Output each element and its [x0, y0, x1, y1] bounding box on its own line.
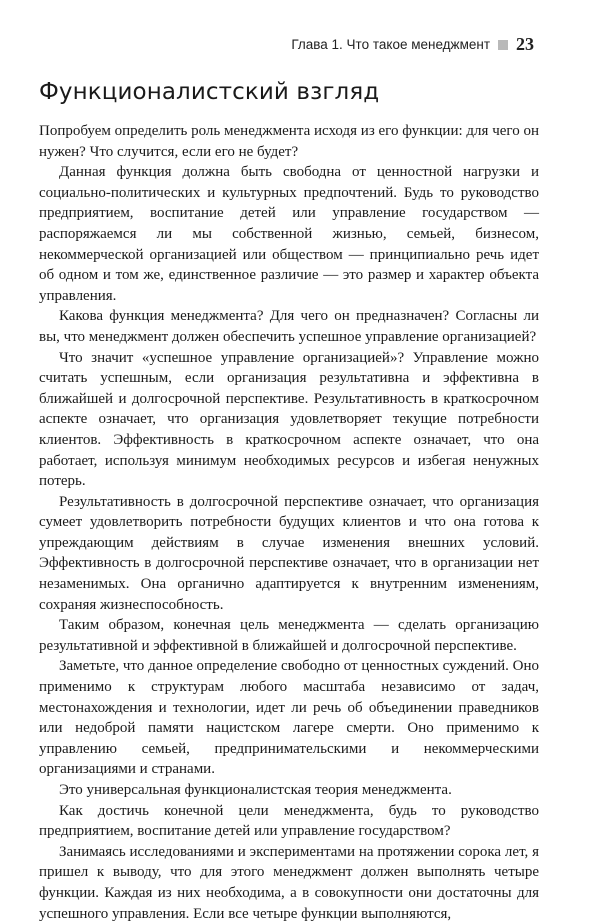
- paragraph: Заметьте, что данное определение свободно от ценностных суждений. Оно применимо к структурам любого масштаба независимо от задач, местонахождения и технологии, идет ли речь об объединении праведников или недоброй памяти нацистском лагере смерти. Оно применимо к управлению семьей, предпринимательскими и некоммерческими организациями и странами.: [39, 658, 539, 778]
- page-body: [39, 76, 539, 924]
- paragraph: Попробуем определить роль менеджмента исходя из его функции: для чего он нужен? Что случится, если его не будет?: [39, 123, 539, 160]
- paragraph: Что значит «успешное управление организацией»? Управление можно считать успешным, если организация результативна и эффективна в ближайшей и долгосрочной перспективе. Результативность в краткосрочном аспекте означает, что организация удовлетворяет текущие потребности клиентов. Эффективность в краткосрочном аспекте означает, что она работает, используя минимум необходимых ресурсов и избегая ненужных потерь.: [39, 349, 539, 490]
- paragraph: Это универсальная функционалистская теория менеджмента.: [59, 782, 452, 798]
- separator-square-icon: [498, 40, 508, 50]
- page-number: 23: [516, 34, 534, 54]
- paragraph: Данная функция должна быть свободна от ценностной нагрузки и социально-политических и культурных предпочтений. Будь то руководство предприятием, воспитание детей или управление государством — распоряжаемся ли мы собственной жизнью, семьей, бизнесом, некоммерческой организацией или обществом — принципиально речь идет об одном и том же, единственное различие — это размер и характер объекта управления.: [39, 164, 539, 304]
- chapter-title: Глава 1. Что такое менеджмент: [291, 37, 490, 52]
- section-title: Функционалистский взгляд: [39, 79, 380, 105]
- paragraph: Таким образом, конечная цель менеджмента — сделать организацию результативной и эффективной в ближайшей и долгосрочной перспективе.: [39, 617, 539, 654]
- paragraph: Результативность в долгосрочной перспективе означает, что организация сумеет удовлетворить потребности будущих клиентов и что она готова к упреждающим действиям в случае изменения внешних условий. Эффективность в долгосрочной перспективе означает, что в организации нет незаменимых. Она органично адаптируется к внутренним изменениям, сохраняя жизнеспособность.: [39, 493, 539, 613]
- paragraph: Как достичь конечной цели менеджмента, будь то руководство предприятием, воспитание детей или управление государством?: [39, 802, 539, 840]
- paragraph: Какова функция менеджмента? Для чего он предназначен? Согласны ли вы, что менеджмент должен обеспечить успешное управление организацией?: [39, 308, 539, 345]
- paragraph: Занимаясь исследованиями и экспериментами на протяжении сорока лет, я пришел к выводу, что для этого менеджмент должен выполнять четыре функции. Каждая из них необходима, а в совокупности они достаточны для успешного управления. Если все четыре функции выполняются,: [39, 843, 539, 922]
- running-header: [291, 34, 534, 55]
